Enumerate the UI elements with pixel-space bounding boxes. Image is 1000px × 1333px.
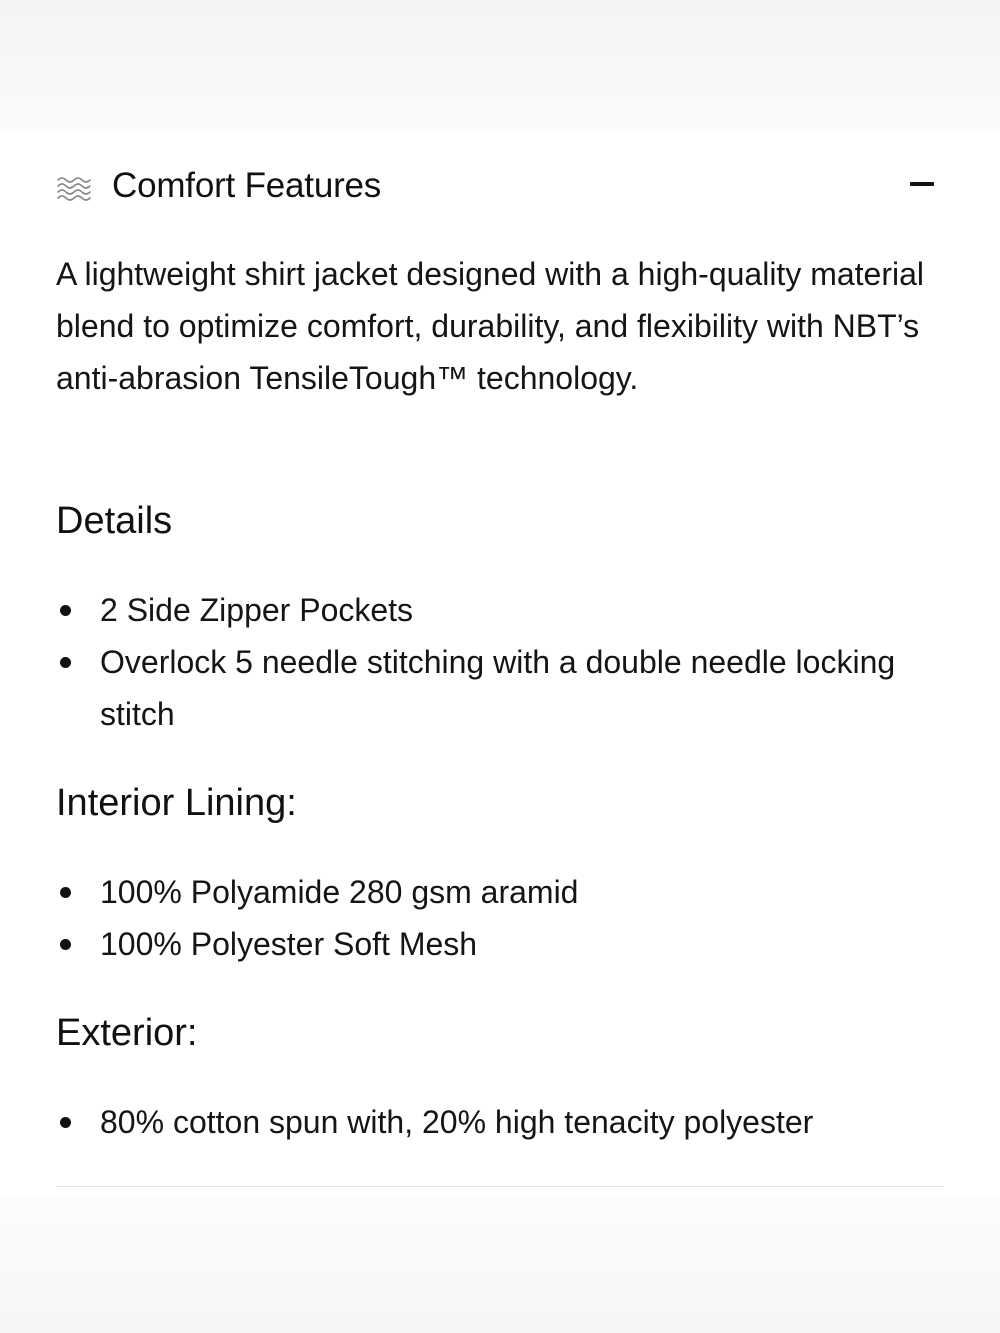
bullet-icon (60, 887, 71, 898)
exterior-heading: Exterior: (56, 1012, 198, 1054)
list-item-text: 2 Side Zipper Pockets (100, 592, 414, 628)
product-description: A lightweight shirt jacket designed with a high-quality material blend to optimize comfort, durability, and flexibility with NBT’s anti-abrasion TensileTough™ technology. (56, 256, 925, 396)
waves-icon (56, 171, 92, 201)
bullet-icon (60, 657, 71, 668)
bottom-backdrop (0, 1198, 1000, 1333)
interior-lining-heading: Interior Lining: (56, 782, 297, 824)
details-list (56, 584, 944, 740)
bullet-icon (60, 939, 71, 950)
accordion-title: Comfort Features (112, 166, 382, 205)
list-item (56, 584, 944, 636)
list-item-text: 100% Polyester Soft Mesh (100, 926, 478, 962)
list-item-text: 100% Polyamide 280 gsm aramid (100, 874, 579, 910)
minus-icon (910, 182, 934, 186)
list-item (56, 866, 944, 918)
bullet-icon (60, 1117, 71, 1128)
list-item (56, 1096, 944, 1148)
exterior-list (56, 1096, 944, 1148)
details-heading: Details (56, 500, 173, 542)
accordion-content (56, 248, 944, 1140)
list-item-text: Overlock 5 needle stitching with a double needle locking stitch (100, 644, 896, 732)
list-item (56, 636, 944, 740)
list-item (56, 918, 944, 970)
comfort-features-accordion-header[interactable] (56, 160, 944, 212)
list-item-text: 80% cotton spun with, 20% high tenacity polyester (100, 1104, 814, 1140)
collapse-button[interactable] (910, 172, 934, 196)
top-backdrop (0, 0, 1000, 132)
interior-lining-list (56, 866, 944, 970)
section-divider (56, 1186, 944, 1187)
bullet-icon (60, 605, 71, 616)
